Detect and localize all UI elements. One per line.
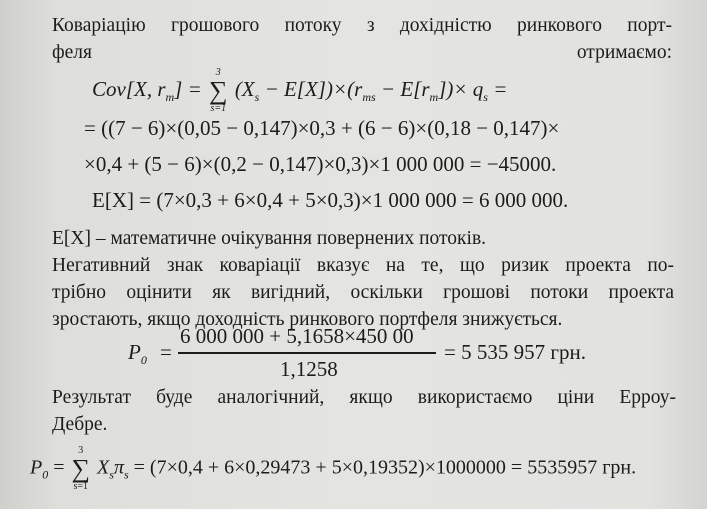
- formula-subscript: m: [165, 89, 175, 104]
- text-line: Результат буде аналогічний, якщо використаємо ціни Ерроу-: [52, 387, 676, 408]
- formula-covariance: [92, 68, 507, 114]
- formula-arrow-debreu: [30, 446, 636, 492]
- formula-subscript: m: [429, 89, 439, 104]
- sum-upper-limit: 3: [78, 445, 84, 456]
- formula-text: ] =: [174, 76, 202, 101]
- formula-subscript: s: [109, 467, 114, 482]
- text-line: зростають, якщо доходність ринкового портфеля знижується.: [52, 309, 563, 330]
- formula-text: − E[X])×(r: [259, 76, 363, 101]
- formula-text: X: [97, 456, 110, 479]
- fraction-bar: [178, 352, 436, 354]
- fraction-denominator: 1,1258: [280, 357, 338, 381]
- formula-text: π: [113, 456, 124, 479]
- text-line: трібно оцінити як вигідний, оскільки грошові потоки проекта: [52, 282, 674, 303]
- sum-lower-limit: s=1: [73, 481, 89, 492]
- formula-label: [128, 340, 147, 368]
- formula-text: =: [48, 456, 65, 479]
- formula-text: P: [128, 340, 141, 364]
- formula-text: ])× q: [438, 76, 484, 101]
- formula-subscript: ms: [362, 89, 376, 104]
- paragraph-arrow-debreu: [52, 384, 676, 438]
- formula-subscript: 0: [42, 467, 49, 482]
- formula-subscript: 0: [140, 353, 147, 367]
- text-line: Дебре.: [52, 414, 108, 435]
- formula-expansion-line-2: ×0,4 + (5 − 6)×(0,2 − 0,147)×0,3)×1 000 000 = −45000.: [84, 152, 557, 176]
- formula-result: = 5 535 957 грн.: [444, 340, 586, 364]
- text-line: Коваріацію грошового потоку з дохідністю ринкового порт-: [52, 15, 672, 36]
- formula-text: (X: [234, 76, 255, 101]
- formula-text: P: [30, 456, 43, 479]
- formula-text: − E[r: [375, 76, 430, 101]
- formula-subscript: s: [254, 89, 260, 104]
- formula-expected-value: E[X] = (7×0,3 + 6×0,4 + 5×0,3)×1 000 000 = 6 000 000.: [92, 188, 569, 212]
- paragraph-intro: [52, 12, 672, 66]
- fraction-numerator: 6 000 000 + 5,1658×450 00: [180, 324, 414, 348]
- text-line: Негативний знак коваріації вказує на те, що ризик проекта по-: [52, 255, 674, 276]
- sum-lower-limit: s=1: [210, 103, 227, 114]
- formula-text: =: [487, 76, 508, 101]
- sum-symbol: 3 ∑ s=1: [71, 445, 91, 492]
- formula-text: Cov[X, r: [92, 76, 166, 101]
- formula-subscript: s: [483, 89, 488, 104]
- formula-expansion-line-1: = ((7 − 6)×(0,05 − 0,147)×0,3 + (6 − 6)×(0,18 − 0,147)×: [84, 116, 560, 140]
- text-line: E[X] – математичне очікування повернених потоків.: [52, 228, 487, 249]
- sum-upper-limit: 3: [215, 67, 221, 78]
- formula-subscript: s: [123, 467, 129, 482]
- sum-symbol: 3 ∑ s=1: [209, 67, 228, 114]
- paragraph-definition: [52, 225, 672, 252]
- paragraph-explanation: [52, 252, 674, 333]
- text-line: феля отримаємо:: [52, 42, 672, 63]
- formula-equals: =: [160, 340, 172, 364]
- formula-text: = (7×0,4 + 6×0,29473 + 5×0,19352)×1000000 = 5535957 грн.: [128, 456, 637, 479]
